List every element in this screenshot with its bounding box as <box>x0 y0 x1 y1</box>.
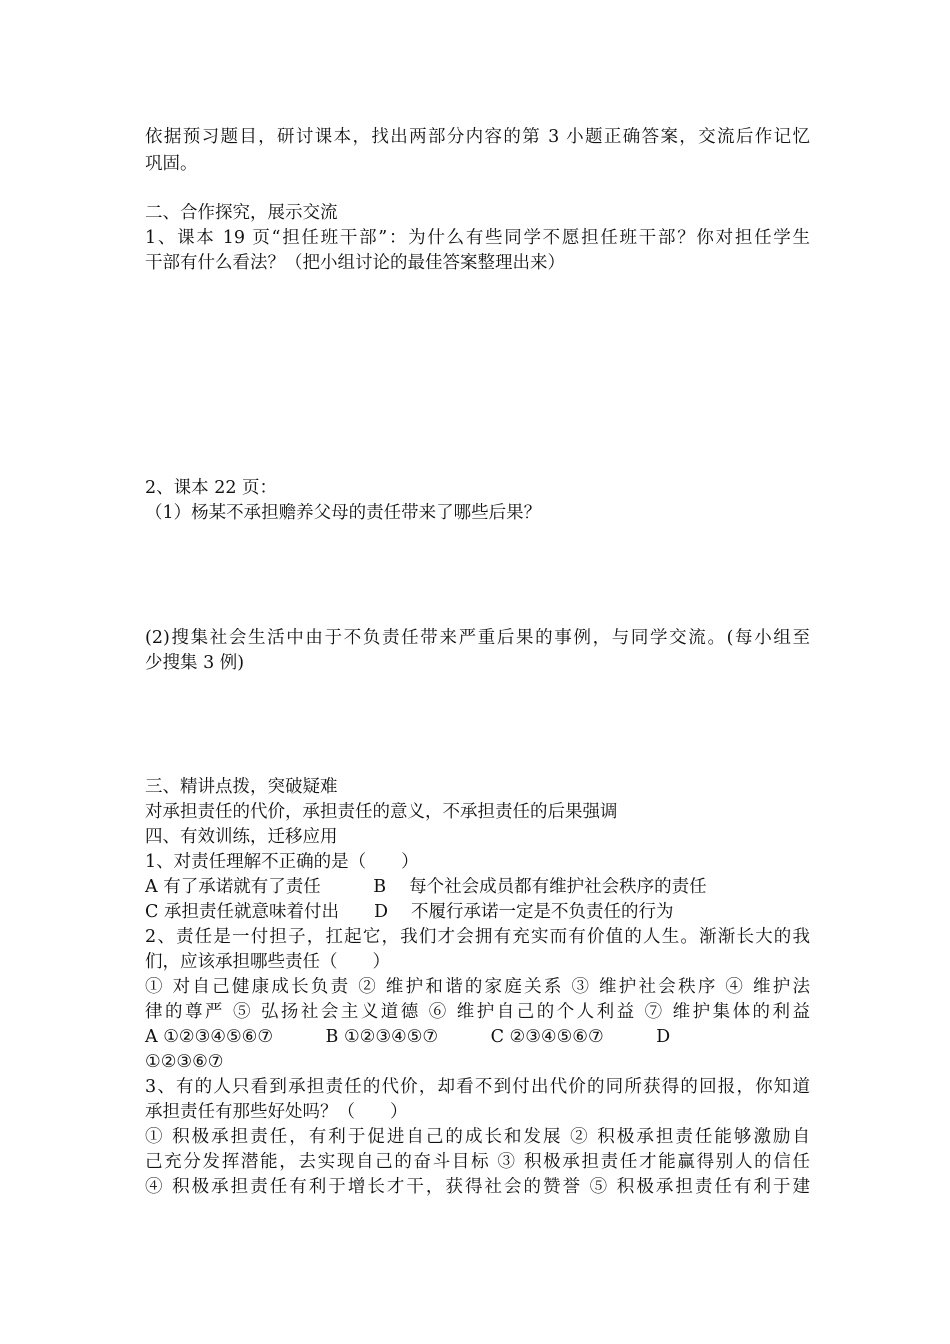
option-line: ① 积极承担责任，有利于促进自己的成长和发展 ② 积极承担责任能够激励自 <box>145 1127 810 1147</box>
option-line: 律的尊严 ⑤ 弘扬社会主义道德 ⑥ 维护自己的个人利益 ⑦ 维护集体的利益 <box>145 1002 810 1022</box>
option-line: ①②③⑥⑦ <box>145 1052 224 1072</box>
section-heading: 三、精讲点拨，突破疑难 <box>145 777 338 797</box>
text-line: 依据预习题目，研讨课本，找出两部分内容的第 3 小题正确答案，交流后作记忆 <box>145 127 810 147</box>
option-line: ① 对自己健康成长负责 ② 维护和谐的家庭关系 ③ 维护社会秩序 ④ 维护法 <box>145 977 810 997</box>
section-heading: 四、有效训练，迁移应用 <box>145 827 338 847</box>
option-line: A 有了承诺就有了责任 B 每个社会成员都有维护社会秩序的责任 <box>145 877 707 897</box>
option-line: 己充分发挥潜能，去实现自己的奋斗目标 ③ 积极承担责任才能赢得别人的信任 <box>145 1152 810 1172</box>
question-line: 3、有的人只看到承担责任的代价，却看不到付出代价的同所获得的回报，你知道 <box>145 1077 810 1097</box>
question-line: 2、责任是一付担子，扛起它，我们才会拥有充实而有价值的人生。渐渐长大的我 <box>145 927 810 947</box>
text-line: 1、课本 19 页“担任班干部”：为什么有些同学不愿担任班干部？你对担任学生 <box>145 228 810 248</box>
option-line: ④ 积极承担责任有利于增长才干，获得社会的赞誉 ⑤ 积极承担责任有利于建 <box>145 1177 810 1197</box>
section-heading: 二、合作探究，展示交流 <box>145 203 338 223</box>
text-line: 对承担责任的代价，承担责任的意义，不承担责任的后果强调 <box>145 802 618 822</box>
text-line: (2)搜集社会生活中由于不负责任带来严重后果的事例，与同学交流。(每小组至 <box>145 628 810 648</box>
text-line: （1）杨某不承担赡养父母的责任带来了哪些后果？ <box>145 503 542 523</box>
question-line: 们，应该承担哪些责任（ ） <box>145 952 390 972</box>
option-line: C 承担责任就意味着付出 D 不履行承诺一定是不负责任的行为 <box>145 902 674 922</box>
text-line: 少搜集 3 例) <box>145 653 245 673</box>
option-line: A ①②③④⑤⑥⑦ B ①②③④⑤⑦ C ②③④⑤⑥⑦ D <box>145 1027 671 1047</box>
text-line: 巩固。 <box>145 154 198 174</box>
text-line: 干部有什么看法？（把小组讨论的最佳答案整理出来） <box>145 253 565 273</box>
question-line: 承担责任有那些好处吗？（ ） <box>145 1102 408 1122</box>
text-line: 2、课本 22 页： <box>145 478 278 498</box>
question-line: 1、对责任理解不正确的是（ ） <box>145 852 419 872</box>
